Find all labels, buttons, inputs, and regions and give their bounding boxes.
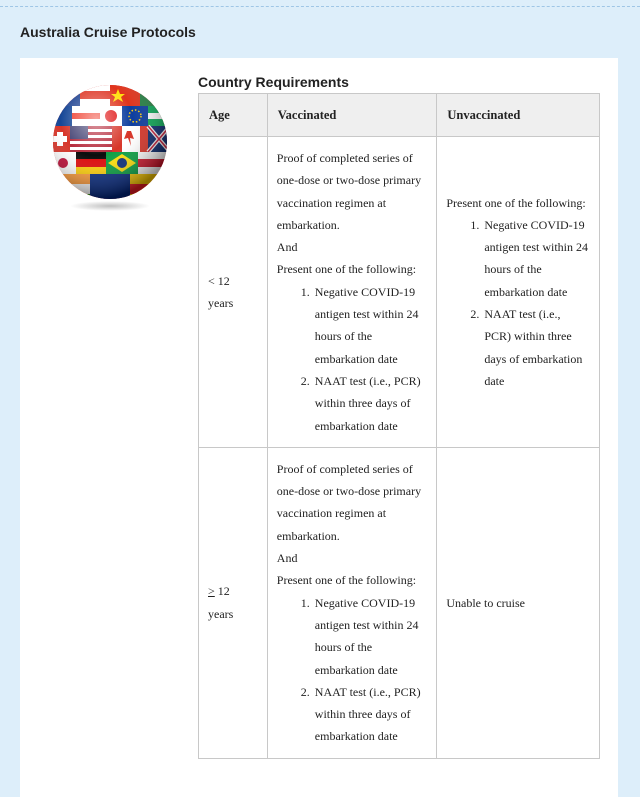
age-text: 12 years bbox=[208, 584, 234, 621]
requirements-table bbox=[198, 93, 600, 759]
vaccinated-cell bbox=[267, 447, 437, 758]
unvaccinated-present: Present one of the following: bbox=[446, 195, 586, 210]
unvaccinated-text: Unable to cruise bbox=[446, 595, 525, 610]
table-header-row bbox=[199, 94, 600, 137]
section-title: Country Requirements bbox=[198, 74, 349, 90]
header-unvaccinated: Unvaccinated bbox=[437, 94, 600, 137]
age-symbol: > bbox=[208, 584, 215, 599]
age-text: 12 years bbox=[208, 273, 234, 310]
list-item: 2. NAAT test (i.e., PCR) within three days of embarkation date bbox=[313, 681, 428, 748]
flags-globe-icon bbox=[50, 84, 170, 214]
list-item: 1. Negative COVID-19 antigen test within 24 hours of the embarkation date bbox=[313, 592, 428, 681]
unvaccinated-options bbox=[446, 214, 590, 392]
vaccinated-and: And bbox=[276, 551, 298, 566]
table-row bbox=[199, 137, 600, 448]
list-item: 1. Negative COVID-19 antigen test within 24 hours of the embarkation date bbox=[313, 281, 428, 370]
vaccinated-intro: Proof of completed series of one-dose or two-dose primary vaccination regimen at embarkation. bbox=[276, 461, 422, 543]
vaccinated-and: And bbox=[276, 240, 298, 255]
vaccinated-intro: Proof of completed series of one-dose or two-dose primary vaccination regimen at embarkation. bbox=[276, 151, 422, 232]
panel-title: Australia Cruise Protocols bbox=[20, 24, 196, 40]
unvaccinated-cell bbox=[437, 447, 600, 758]
vaccinated-options bbox=[277, 281, 428, 437]
age-symbol: < bbox=[208, 273, 215, 288]
vaccinated-present: Present one of the following: bbox=[276, 573, 417, 588]
age-cell bbox=[199, 447, 268, 758]
vaccinated-cell bbox=[267, 137, 437, 448]
list-item: 2. NAAT test (i.e., PCR) within three days of embarkation date bbox=[482, 303, 590, 392]
age-cell bbox=[199, 137, 268, 448]
header-vaccinated: Vaccinated bbox=[267, 94, 437, 137]
list-item: 1. Negative COVID-19 antigen test within 24 hours of the embarkation date bbox=[482, 214, 590, 303]
table-row bbox=[199, 447, 600, 758]
unvaccinated-cell bbox=[437, 137, 600, 448]
vaccinated-present: Present one of the following: bbox=[276, 262, 417, 277]
vaccinated-options bbox=[277, 592, 428, 748]
list-item: 2. NAAT test (i.e., PCR) within three days of embarkation date bbox=[313, 370, 428, 437]
panel-top-border bbox=[0, 6, 640, 7]
header-age: Age bbox=[199, 94, 268, 137]
